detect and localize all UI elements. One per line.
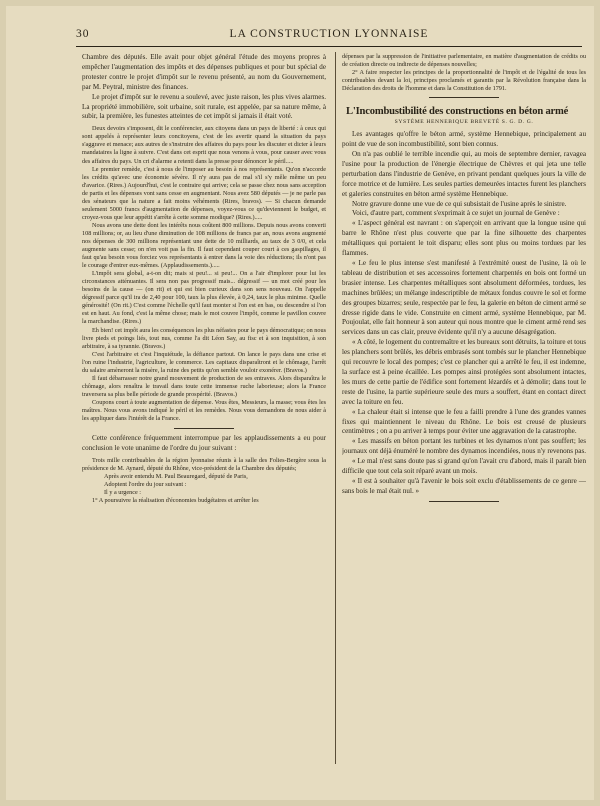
resolution-continued: dépenses par la suppression de l'initiative parlementaire, en matière d'augmentation de crédits ou de création directe ou indirecte de dépenses nouvelles;: [342, 53, 586, 69]
speech-paragraph: Nous avons une dette dont les intérêts nous coûtent 800 millions. Depuis nous avons converti 108 millions; or, au lieu d'une diminution de 108 millions de francs par an, nous avons augmenté nos dépenses de 300 millions représentant une dette de 10 milliards, au taux de 3 0/0, et cela augmente sans cesse; on n'en voit pas la fin. Il faut cependant couper court à ces gaspillages, il faut qu'au besoin vous forciez vos représentants à entrer dans la voie des réductions; ils n'ont pas le courage d'entrer eux-mêmes. (Applaudissements.).....: [82, 221, 326, 270]
column-divider: [335, 52, 336, 764]
article-subtitle: SYSTÈME HENNEBIQUE BREVETÉ S. G. D. G.: [394, 119, 534, 126]
resolution-paragraph: Adoptent l'ordre du jour suivant :: [104, 481, 187, 489]
left-column: [82, 53, 326, 762]
resolution-paragraph: 1° A poursuivre la réalisation d'économies budgétaires et arrêter les: [92, 497, 259, 505]
speech-paragraph: Eh bien! cet impôt aura les conséquences les plus néfastes pour le pays démocratique; on nous livre pieds et poings liés, tout nus, comme l'a dit Léon Say, au fisc et à son inquisition, à son arbitraire, à sa tyrannie. (Bravos.): [82, 326, 326, 350]
quote-paragraph: « Le feu le plus intense s'est manifesté à l'extrémité ouest de l'usine, là où le tableau de distribution et ses accessoires fortement charpentés en bois ont formé un brasier intense. Les charpentes métalliques sont absolument déformées, tordues, les machines brûlées; un mélange indescriptible de métaux fondus couvre le sol et forme des groupes bizarres; seule, respectée par le feu, la galerie en béton de ciment armé se dresse rigide dans le vide. Construite en ciment armé, système Hennebique, par M. Poujoulat, elle fait honneur à son auteur qui nous montre que le ciment armé rend ses services dans un cas clair, preuve évidente qu'il n'y a aucune désagrégation.: [342, 259, 586, 337]
speech-paragraph: L'impôt sera global, a-t-on dit; mais si peu!... si peu!... On a l'air d'implorer pour lui les circonstances atténuantes. Il sera non pas progressif mais... dégressif — un mot créé pour les besoins de la cause — (on rit) et qui est bien curieux dans son sens nouveau. On l'appelle dégressif parce qu'il ira de 2,40 pour 100, taux la plus élevée, à 0,24, taux le plus minime. Quelle générosité! (On rit.) C'est comme l'échelle qu'il faut monter si l'on est en bas, ou descendre si l'on est en haut. Au fond, c'est la même chose; mais le mot couvre l'impôt, comme le pavillon couvre la marchandise. (Rires.): [82, 270, 326, 326]
article-paragraph: Les avantages qu'offre le béton armé, système Hennebique, principalement au point de vue de son incombustibilité, sont bien connus.: [342, 130, 586, 149]
article-paragraph: Notre gravure donne une vue de ce qui subsistait de l'usine après le sinistre.: [352, 199, 567, 208]
quote-paragraph: « A côté, le logement du contremaître et les bureaux sont détruits, la toiture et tous les planchers sont brûlés, les débris embrasés sont tombés sur le plancher Hennebique qui recouvre le local des pompes; c'est ce plancher qui a arrêté le feu, il est indemne, la surface est à peine écaillée. Les pompes ainsi protégées sont absolument intactes, les murs de cette partie de l'édifice sont fortement lézardés et à démolir; dans tout le reste de l'usine, la partie supérieure seule des murs a souffert, étant en contact direct avec la toiture en feu.: [342, 338, 586, 406]
speech-paragraph: Le premier remède, c'est à nous de l'imposer au besoin à nos représentants. Qu'on n'accorde les crédits qu'avec une économie sévère. Il n'y aura pas de mal s'il s'y mêle même un peu d'avarice. (Rires.) Aujourd'hui, c'est le contraire qui arrive; cela se passe chez nous sans acception de partis et les dépenses vont sans cesse en augmentant. Nous avez 580 députés — je ne parle pas des sénateurs que la nature a fait moins véhéments (Rires, bravos). — Si chacun demande seulement 5000 francs d'augmentation de dépenses, voyez-vous ce qu'deviennent le budget, et croyez-vous que leur appétit s'arrête à cette somme modique? (Rires.).....: [82, 165, 326, 221]
quote-paragraph: « Le mal n'est sans doute pas si grand qu'on l'avait cru d'abord, mais il paraît bien difficile que tout cela soit réparé avant un mois.: [342, 457, 586, 476]
speech-paragraph: Deux devoirs s'imposent, dit le conférencier, aux citoyens dans un pays de liberté : à ceux qui sont appelés à représenter leurs concitoyens, c'est de les avertir quand la situation du pays s'aggrave et menace; aux autres de s'instruire des affaires du pays pour les discuter et dicter à leurs mandataires la ligne à suivre. C'est dans cet esprit que nous venons à vous, pour causer avec vous des affaires du pays. Un cri d'alarme a retenti dans la presse pour dénoncer le péril.....: [82, 125, 326, 165]
speech-paragraph: Il faut débarrasser notre grand mouvement de production de ses entraves. Alors disparaîtra le chômage, alors renaîtra le travail dans toute cette immense ruche laborieuse; alors la France traversera sa plus belle période de grande prospérité. (Bravos.): [82, 374, 326, 398]
quote-paragraph: « Les massifs en béton portant les turbines et les dynamos n'ont pas souffert; les journaux ont déjà énuméré le nombre des dynamos incendiées, nous n'y revenons pas.: [342, 437, 586, 456]
right-column: [342, 53, 586, 762]
separator: [429, 97, 499, 98]
separator: [174, 428, 234, 429]
quote-paragraph: « L'aspect général est navrant : on s'aperçoit en arrivant que la longue usine qui barre le Rhône n'est plus couverte que par la fine silhouette des charpentes métalliques qui portaient le toit disparu; elles sont plus ou moins tordues par les flammes.: [342, 219, 586, 258]
article-paragraph: Voici, d'autre part, comment s'exprimait à ce sujet un journal de Genève :: [352, 209, 560, 218]
resolution-paragraph: Après avoir entendu M. Paul Beauregard, député de Paris,: [104, 472, 248, 480]
publication-title: LA CONSTRUCTION LYONNAISE: [229, 28, 429, 40]
paragraph: Le projet d'impôt sur le revenu a soulevé, avec juste raison, les plus vives alarmes. La propriété immobilière, soit urbaine, soit rurale, est appelée, par sa nature même, à subir, la première, les funestes atteintes de cet impôt si jamais il était voté.: [82, 92, 326, 121]
newspaper-page: [6, 6, 594, 800]
page-number: 30: [76, 28, 90, 40]
quote-paragraph: « La chaleur était si intense que le feu a failli prendre à l'une des grandes vannes fixes qui maintiennent le niveau du Rhône. Le bois est creusé de plusieurs centimètres ; on a pu arriver à temps pour éviter une aggravation de la catastrophe.: [342, 407, 586, 436]
paragraph: Chambre des députés. Elle avait pour objet général l'étude des moyens propres à empêcher l'augmentation des impôts et des dépenses publiques et pour but spécial de protester contre le projet d'impôt sur le revenu présenté, au nom du Gouvernement, par M. Peytral, ministre des finances.: [82, 53, 326, 91]
resolution-paragraph: Trois mille contribuables de la région lyonnaise réunis à la salle des Folies-Bergère sous la présidence de M. Aynard, député du Rhône, vice-président de la Chambre des députés;: [82, 456, 326, 472]
page-header: [76, 28, 582, 44]
speech-paragraph: C'est l'arbitraire et c'est l'inquiétude, la défiance partout. On lance le pays dans une crise et l'on ruine l'industrie, l'agriculture, le commerce. Les capitaux disparaîtront et le chômage, l'arrêt du salaire amèneront la misère, la ruine des petits qu'on semble vouloir exonérer. (Bravos.): [82, 350, 326, 374]
paragraph: Cette conférence fréquemment interrompue par les applaudissements a eu pour conclusion le vote unanime de l'ordre du jour suivant :: [82, 434, 326, 452]
article-paragraph: On n'a pas oublié le terrible incendie qui, au mois de septembre dernier, ravagea l'usine pour la production de l'énergie électrique de Chèvres et qui jeta une telle perturbation dans l'industrie de Genève, en privant pendant quelques jours la ville de force motrice et de lumière. Les seules parties demeurées intactes furent les planchers et galeries construites en béton armé système Hennebique.: [342, 150, 586, 198]
quote-paragraph: « Il est à souhaiter qu'à l'avenir le bois soit exclu d'établissements de ce genre — sans bois le mal était nul. »: [342, 476, 586, 495]
speech-paragraph: Coupons court à toute augmentation de dépense. Vous êtes, Messieurs, la masse; vous êtes les maîtres. Nous vous avons indiqué le péril et les remèdes. Nous vous demandons de nous aider à les appliquer dans l'intérêt de la France.: [82, 398, 326, 423]
resolution-paragraph: 2° A faire respecter les principes de la proportionnalité de l'impôt et de l'égalité de tous les contribuables devant la loi, principes proclamés et garantis par la Révolution française dans la Déclaration des droits de l'homme et dans la Constitution de 1791.: [342, 69, 586, 93]
header-rule: [76, 46, 582, 47]
resolution-paragraph: Il y a urgence :: [104, 489, 141, 497]
separator: [429, 501, 499, 502]
article-title: L'Incombustibilité des constructions en béton armé: [346, 106, 569, 118]
